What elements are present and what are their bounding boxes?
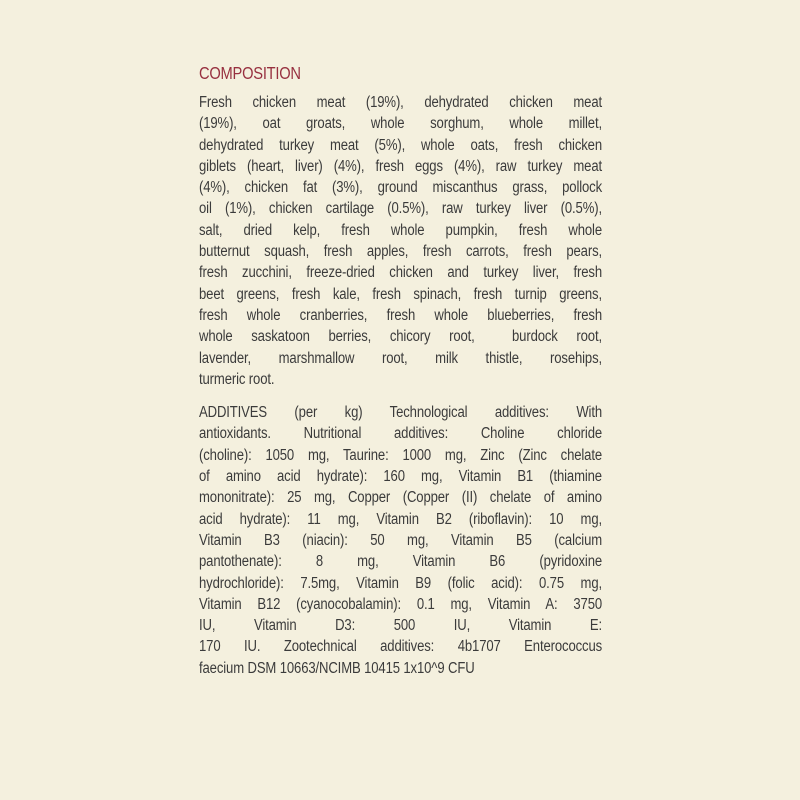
additives-line: hydrochloride): 7.5mg, Vitamin B9 (folic acid): 0.75 mg, [199, 574, 603, 592]
additives-line: 170 IU. Zootechnical additives: 4b1707 Enterococcus [199, 638, 603, 656]
ingredients-panel [199, 62, 602, 679]
composition-line: whole saskatoon berries, chicory root, burdock root, [199, 328, 602, 346]
additives-line: pantothenate): 8 mg, Vitamin B6 (pyridoxine [199, 553, 603, 571]
additives-line: Vitamin B3 (niacin): 50 mg, Vitamin B5 (calcium [199, 531, 603, 549]
additives-line: IU, Vitamin D3: 500 IU, Vitamin E: [199, 617, 602, 635]
additives-line: ADDITIVES (per kg) Technological additives: With [199, 404, 603, 422]
additives-line: acid hydrate): 11 mg, Vitamin B2 (riboflavin): 10 mg, [199, 510, 603, 528]
composition-line: beet greens, fresh kale, fresh spinach, fresh turnip greens, [199, 285, 602, 303]
composition-line: butternut squash, fresh apples, fresh carrots, fresh pears, [199, 243, 603, 261]
composition-heading: COMPOSITION [199, 63, 301, 83]
composition-line: fresh whole cranberries, fresh whole blueberries, fresh [199, 306, 603, 324]
composition-text [199, 92, 602, 390]
composition-line: (19%), oat groats, whole sorghum, whole millet, [199, 115, 602, 133]
additives-line: antioxidants. Nutritional additives: Choline chloride [199, 425, 603, 443]
composition-line: oil (1%), chicken cartilage (0.5%), raw turkey liver (0.5%), [199, 200, 602, 218]
additives-line: Vitamin B12 (cyanocobalamin): 0.1 mg, Vitamin A: 3750 [199, 595, 603, 613]
composition-line: Fresh chicken meat (19%), dehydrated chicken meat [199, 94, 602, 111]
composition-line: salt, dried kelp, fresh whole pumpkin, fresh whole [199, 221, 602, 239]
additives-line: (choline): 1050 mg, Taurine: 1000 mg, Zinc (Zinc chelate [199, 446, 603, 464]
additives-line: faecium DSM 10663/NCIMB 10415 1x10^9 CFU [199, 659, 475, 677]
composition-line: turmeric root. [199, 370, 275, 388]
additives-line: mononitrate): 25 mg, Copper (Copper (II) chelate of amino [199, 489, 602, 507]
additives-text [199, 402, 602, 679]
composition-line: giblets (heart, liver) (4%), fresh eggs (4%), raw turkey meat [199, 157, 603, 175]
composition-line: fresh zucchini, freeze-dried chicken and turkey liver, fresh [199, 264, 602, 282]
composition-line: dehydrated turkey meat (5%), whole oats, fresh chicken [199, 136, 602, 154]
additives-line: of amino acid hydrate): 160 mg, Vitamin B1 (thiamine [199, 468, 602, 486]
section-gap [199, 390, 602, 402]
composition-line: (4%), chicken fat (3%), ground miscanthus grass, pollock [199, 179, 603, 197]
composition-line: lavender, marshmallow root, milk thistle, rosehips, [199, 349, 603, 367]
